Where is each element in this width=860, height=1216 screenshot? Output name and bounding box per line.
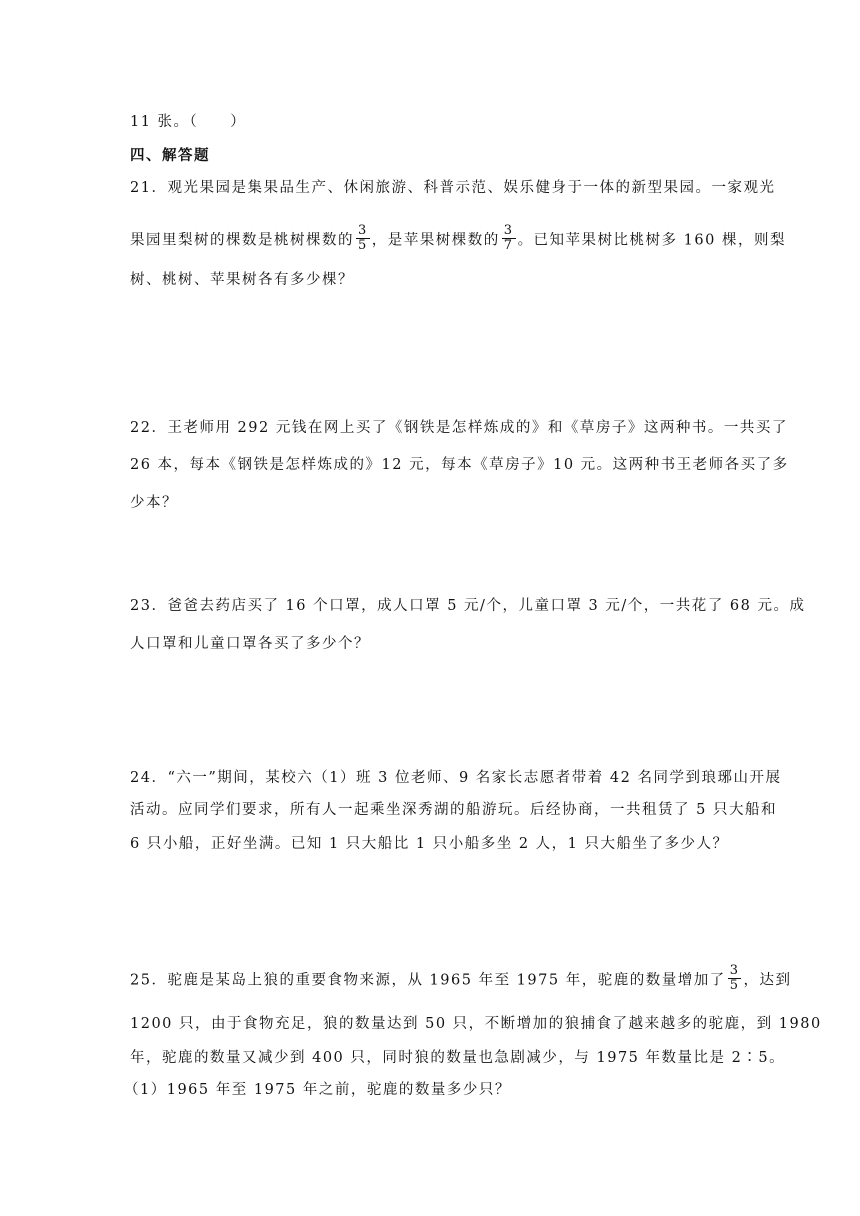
q23-line-2: 人口罩和儿童口罩各买了多少个？: [130, 636, 370, 652]
fraction-denominator: 5: [729, 978, 740, 993]
q23-line-1: 23．爸爸去药店买了 16 个口罩，成人口罩 5 元/个，儿童口罩 3 元/个，一共花了 68 元。成: [130, 598, 806, 614]
q22-line-1: 22．王老师用 292 元钱在网上买了《钢铁是怎样炼成的》和《草房子》这两种书。一共买了: [130, 420, 788, 436]
fraction-numerator: 3: [503, 223, 514, 238]
section-title: 四、解答题: [130, 148, 210, 164]
q25-sub-question-1: （1）1965 年至 1975 年之前，驼鹿的数量多少只？: [124, 1082, 511, 1098]
q24-line-2: 活动。应同学们要求，所有人一起乘坐深秀湖的船游玩。后经协商，一共租赁了 5 只大船和: [130, 802, 777, 818]
fraction-denominator: 5: [358, 238, 368, 253]
fraction-denominator: 7: [503, 238, 514, 253]
q21-line-1: 21．观光果园是集果品生产、休闲旅游、科普示范、娱乐健身于一体的新型果园。一家观光: [130, 180, 776, 196]
fraction-three-fifths: [356, 224, 370, 253]
q21-line-2-part-c: 。已知苹果树比桃树多 160 棵，则梨: [517, 232, 786, 249]
q22-line-2: 26 本，每本《钢铁是怎样炼成的》12 元，每本《草房子》10 元。这两种书王老师各买了多: [130, 457, 789, 473]
fraction-three-fifths: [728, 964, 742, 993]
fraction-three-sevenths: [502, 224, 516, 253]
q25-line-3: 年，驼鹿的数量又减少到 400 只，同时狼的数量也急剧减少，与 1975 年数量比是 2∶5。: [130, 1050, 786, 1066]
q21-line-2-part-b: ，是苹果树棵数的: [371, 232, 500, 249]
fraction-numerator: 3: [729, 963, 740, 978]
previous-question-tail: 11 张。（ ）: [130, 114, 247, 130]
q21-line-2-part-a: 果园里梨树的棵数是桃树棵数的: [130, 232, 354, 249]
q21-line-3: 树、桃树、苹果树各有多少棵？: [130, 272, 354, 288]
fraction-numerator: 3: [358, 223, 368, 238]
q22-line-3: 少本？: [130, 495, 178, 511]
q25-line-1: [130, 963, 792, 995]
q21-line-2: [130, 223, 786, 255]
q25-line-1-part-a: 25．驼鹿是某岛上狼的重要食物来源，从 1965 年至 1975 年，驼鹿的数量增加了: [130, 972, 726, 989]
q25-line-2: 1200 只，由于食物充足，狼的数量达到 50 只，不断增加的狼捕食了越来越多的驼鹿，到 1980: [130, 1016, 822, 1032]
q25-line-1-part-b: ，达到: [743, 972, 792, 989]
q24-line-3: 6 只小船，正好坐满。已知 1 只大船比 1 只小船多坐 2 人，1 只大船坐了多少人？: [130, 836, 729, 852]
q24-line-1: 24．“六一”期间，某校六（1）班 3 位老师、9 名家长志愿者带着 42 名同学到琅琊山开展: [130, 770, 782, 786]
